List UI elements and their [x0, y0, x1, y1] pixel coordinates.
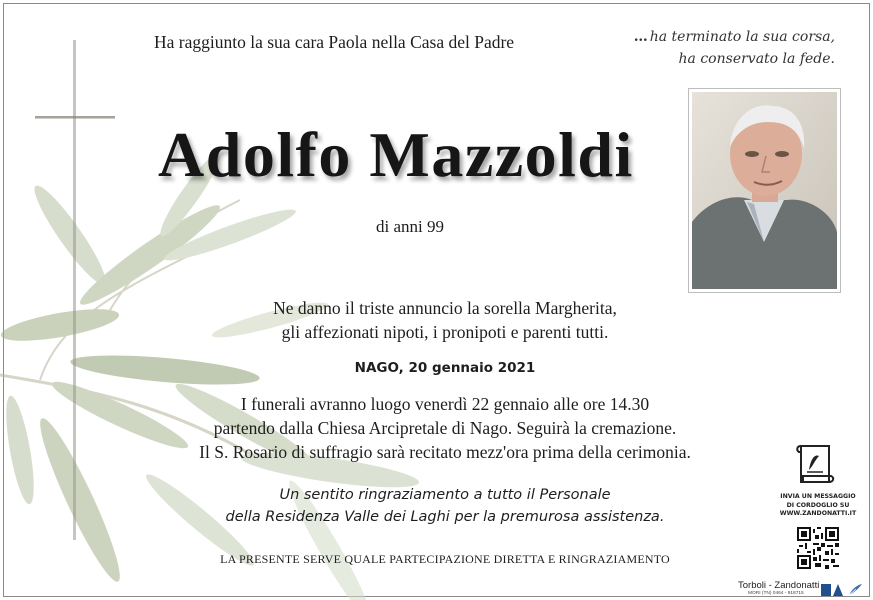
condolence-line: INVIA UN MESSAGGIO	[780, 493, 856, 500]
funeral-line: partendo dalla Chiesa Arcipretale di Nago. Seguirà la cremazione.	[213, 418, 677, 438]
announcement-line: gli affezionati nipoti, i pronipoti e parenti tutti.	[281, 322, 609, 342]
thanks-line: Un sentito ringraziamento a tutto il Personale	[279, 487, 611, 503]
announcement-block	[200, 296, 690, 344]
deceased-age: di anni 99	[376, 217, 444, 236]
deceased-name: Adolfo Mazzoldi	[158, 119, 634, 190]
footer-statement: LA PRESENTE SERVE QUALE PARTECIPAZIONE DIRETTA E RINGRAZIAMENTO	[220, 552, 670, 566]
condolence-message[interactable]	[772, 493, 864, 519]
feather-icon	[847, 583, 863, 597]
brand-logo-icon	[820, 582, 846, 598]
quote-ellipsis: …	[633, 29, 650, 45]
condolence-scroll-icon[interactable]	[793, 440, 839, 488]
scripture-quote	[634, 26, 835, 70]
funeral-line: Il S. Rosario di suffragio sarà recitato mezz'ora prima della cerimonia.	[199, 442, 691, 462]
quote-line-2: ha conservato la fede.	[678, 51, 835, 67]
brand-name: Torboli - Zandonatti	[738, 580, 820, 591]
thanks-block	[180, 484, 710, 528]
thanks-line: della Residenza Valle dei Laghi per la premurosa assistenza.	[225, 509, 665, 525]
intro-line: Ha raggiunto la sua cara Paola nella Casa del Padre	[154, 32, 515, 52]
place-date: NAGO, 20 gennaio 2021	[354, 360, 536, 376]
funeral-line: I funerali avranno luogo venerdì 22 gennaio alle ore 14.30	[240, 394, 650, 414]
cross-icon	[30, 30, 130, 600]
qr-code-icon[interactable]	[797, 527, 839, 569]
portrait-image	[692, 92, 837, 289]
condolence-link[interactable]: WWW.ZANDONATTI.IT	[779, 510, 857, 517]
quote-line-1: ha terminato la sua corsa,	[649, 29, 835, 45]
portrait-photo	[688, 88, 841, 293]
brand-contact: MORI (TN) 0464 - 918715	[748, 591, 804, 596]
announcement-line: Ne danno il triste annuncio la sorella Margherita,	[273, 298, 617, 318]
funeral-details	[160, 392, 730, 464]
condolence-line: DI CORDOGLIO SU	[786, 501, 850, 509]
